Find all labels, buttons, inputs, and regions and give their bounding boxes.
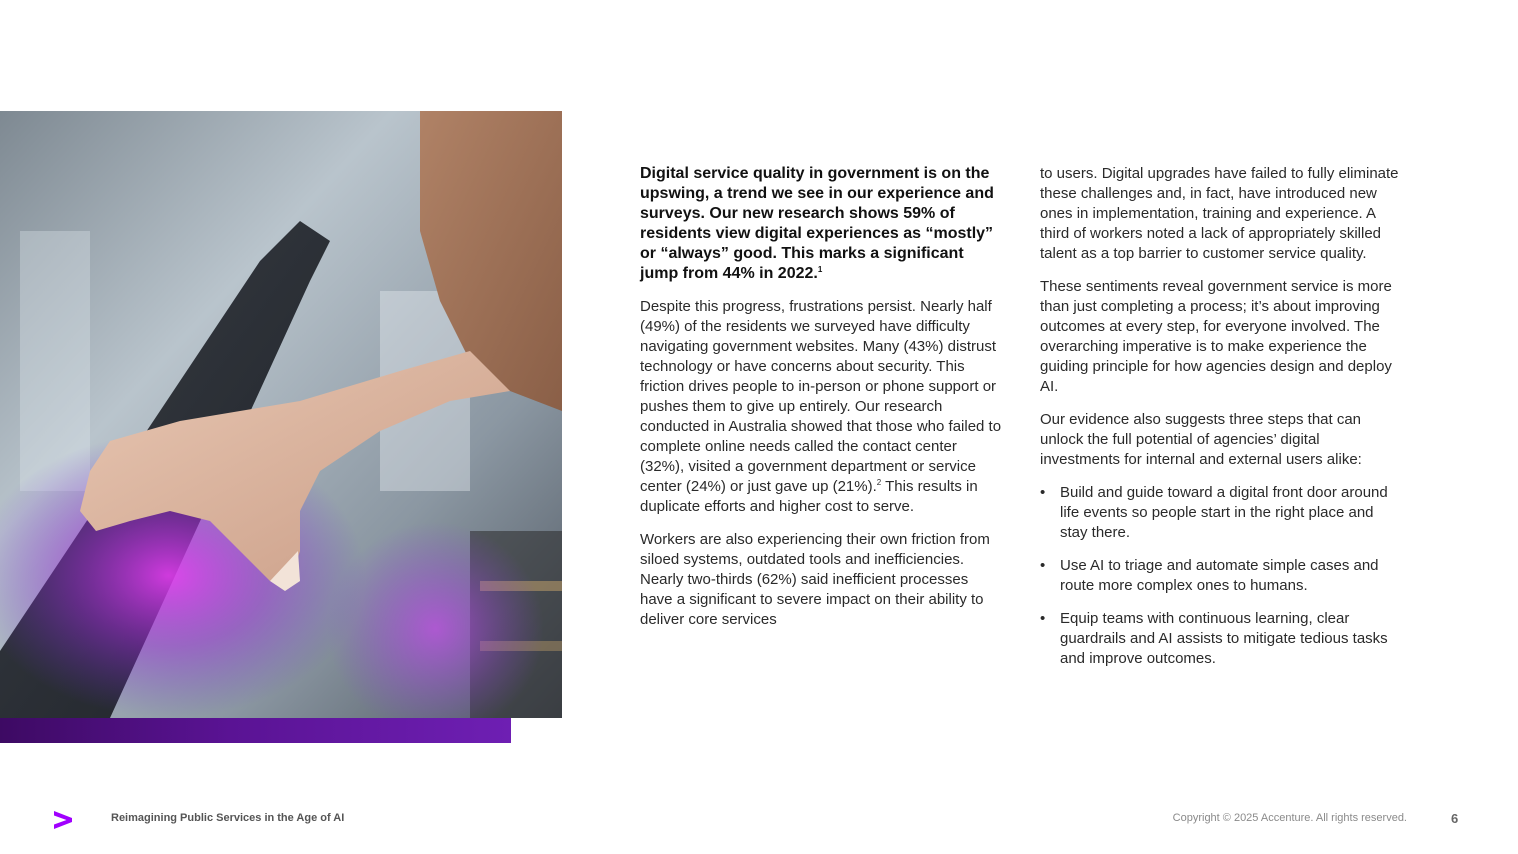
bullet-icon: • (1040, 610, 1046, 627)
list-item (1040, 483, 1402, 543)
page-number: 6 (1451, 811, 1459, 826)
hero-photo (0, 111, 562, 718)
list-item-text: Build and guide toward a digital front door around life events so people start in the right place and stay there. (1060, 484, 1388, 541)
document-title: Reimagining Public Services in the Age of AI (111, 812, 345, 824)
body-text: Despite this progress, frustrations persist. Nearly half (49%) of the residents we surveyed have difficulty navigating government websites. Many (43%) distrust technology or have concerns about security. This friction drives people to in-person or phone support or pushes them to give up entirely. Our research conducted in Australia showed that those who failed to complete online needs called the contact center (32%), visited a government department or service center (24%) or just gave up (21%). (640, 298, 1002, 495)
body-paragraph: Our evidence also suggests three steps that can unlock the full potential of agencies’ digital investments for internal and external users alike: (1040, 411, 1362, 468)
list-item-text: Use AI to triage and automate simple cases and route more complex ones to humans. (1060, 557, 1379, 594)
bullet-icon: • (1040, 557, 1046, 574)
accenture-greater-than-icon (52, 809, 74, 831)
footnote-marker: 2 (876, 478, 882, 487)
steps-list (1040, 483, 1402, 669)
lead-paragraph (640, 164, 1002, 284)
body-paragraph: to users. Digital upgrades have failed to fully eliminate these challenges and, in fact, have introduced new ones in implementation, training and experience. A third of workers noted a lack of appropriately skilled talent as a top barrier to customer service quality. (1040, 165, 1399, 262)
body-text: This results in duplicate efforts and higher cost to serve. (640, 478, 978, 515)
text-column-left (640, 164, 1002, 643)
body-paragraph (640, 297, 1002, 517)
body-paragraph: These sentiments reveal government service is more than just completing a process; it’s about improving outcomes at every step, for everyone involved. The overarching imperative is to make experience the guiding principle for how agencies design and deploy AI. (1040, 278, 1392, 395)
text-column-right (1040, 164, 1402, 682)
list-item (1040, 556, 1402, 596)
bullet-icon: • (1040, 484, 1046, 501)
lead-text: Digital service quality in government is on the upswing, a trend we see in our experience and surveys. Our new research shows 59% of residents view digital experiences as “mostly” or “always” good. This marks a significant jump from 44% in 2022. (640, 165, 994, 282)
body-paragraph: Workers are also experiencing their own friction from siloed systems, outdated tools and inefficiencies. Nearly two-thirds (62%) said inefficient processes have a significant to severe impact on their ability to deliver core services (640, 531, 990, 628)
copyright-notice: Copyright © 2025 Accenture. All rights reserved. (1172, 812, 1407, 824)
accent-bar (0, 718, 511, 743)
list-item-text: Equip teams with continuous learning, clear guardrails and AI assists to mitigate tedious tasks and improve outcomes. (1060, 610, 1388, 667)
footnote-marker: 1 (817, 265, 823, 274)
list-item (1040, 609, 1402, 669)
